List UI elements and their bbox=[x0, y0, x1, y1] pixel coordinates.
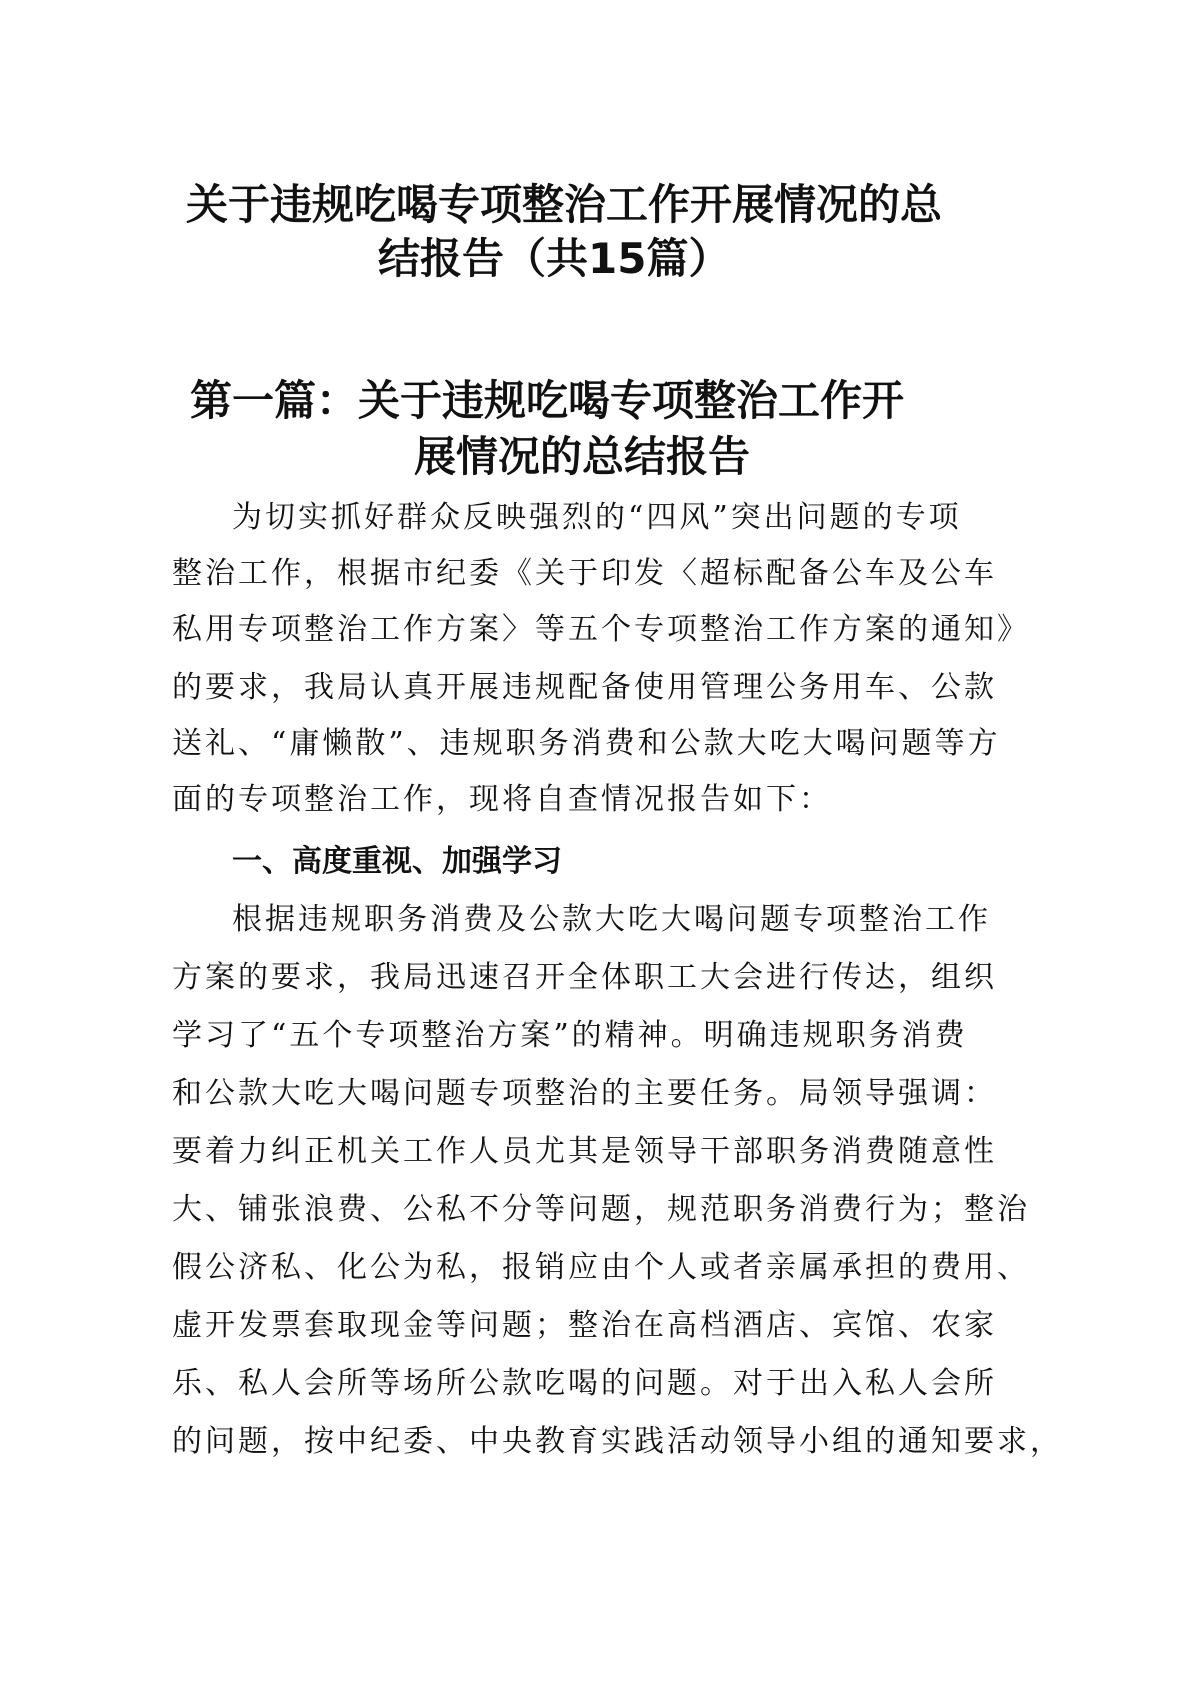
paragraph-1-line-4: 和公款大吃大喝问题专项整治的主要任务。局领导强调： bbox=[172, 1076, 997, 1111]
intro-line-6: 面的专项整治工作，现将自查情况报告如下： bbox=[172, 782, 832, 817]
paragraph-1-line-5: 要着力纠正机关工作人员尤其是领导干部职务消费随意性 bbox=[172, 1134, 997, 1169]
intro-line-5: 送礼、“庸懒散”、违规职务消费和公款大吃大喝问题等方 bbox=[172, 726, 1001, 761]
section-heading-line-2: 展情况的总结报告 bbox=[414, 432, 751, 481]
paragraph-1-line-3: 学习了“五个专项整治方案”的精神。明确违规职务消费 bbox=[172, 1018, 968, 1053]
paragraph-1-line-2: 方案的要求，我局迅速召开全体职工大会进行传达，组织 bbox=[172, 960, 997, 995]
paragraph-1-line-9: 乐、私人会所等场所公款吃喝的问题。对于出入私人会所 bbox=[172, 1366, 997, 1401]
paragraph-1-line-8: 虚开发票套取现金等问题；整治在高档酒店、宾馆、农家 bbox=[172, 1308, 997, 1343]
intro-line-3: 私用专项整治工作方案〉等五个专项整治工作方案的通知》 bbox=[172, 612, 1030, 647]
paragraph-1-line-6: 大、铺张浪费、公私不分等问题，规范职务消费行为；整治 bbox=[172, 1192, 1030, 1227]
paragraph-1-line-10: 的问题，按中纪委、中央教育实践活动领导小组的通知要求， bbox=[172, 1424, 1063, 1459]
paragraph-1-line-1: 根据违规职务消费及公款大吃大喝问题专项整治工作 bbox=[232, 902, 991, 937]
intro-line-2: 整治工作，根据市纪委《关于印发〈超标配备公车及公车 bbox=[172, 556, 997, 591]
intro-line-1: 为切实抓好群众反映强烈的“四风”突出问题的专项 bbox=[232, 500, 962, 535]
document-title-line-2: 结报告（共15篇） bbox=[378, 234, 731, 283]
intro-line-4: 的要求，我局认真开展违规配备使用管理公务用车、公款 bbox=[172, 670, 997, 705]
document-title-line-1: 关于违规吃喝专项整治工作开展情况的总 bbox=[186, 180, 943, 229]
subheading-1: 一、高度重视、加强学习 bbox=[232, 844, 562, 879]
section-heading-line-1: 第一篇：关于违规吃喝专项整治工作开 bbox=[190, 376, 905, 425]
paragraph-1-line-7: 假公济私、化公为私，报销应由个人或者亲属承担的费用、 bbox=[172, 1250, 1030, 1285]
